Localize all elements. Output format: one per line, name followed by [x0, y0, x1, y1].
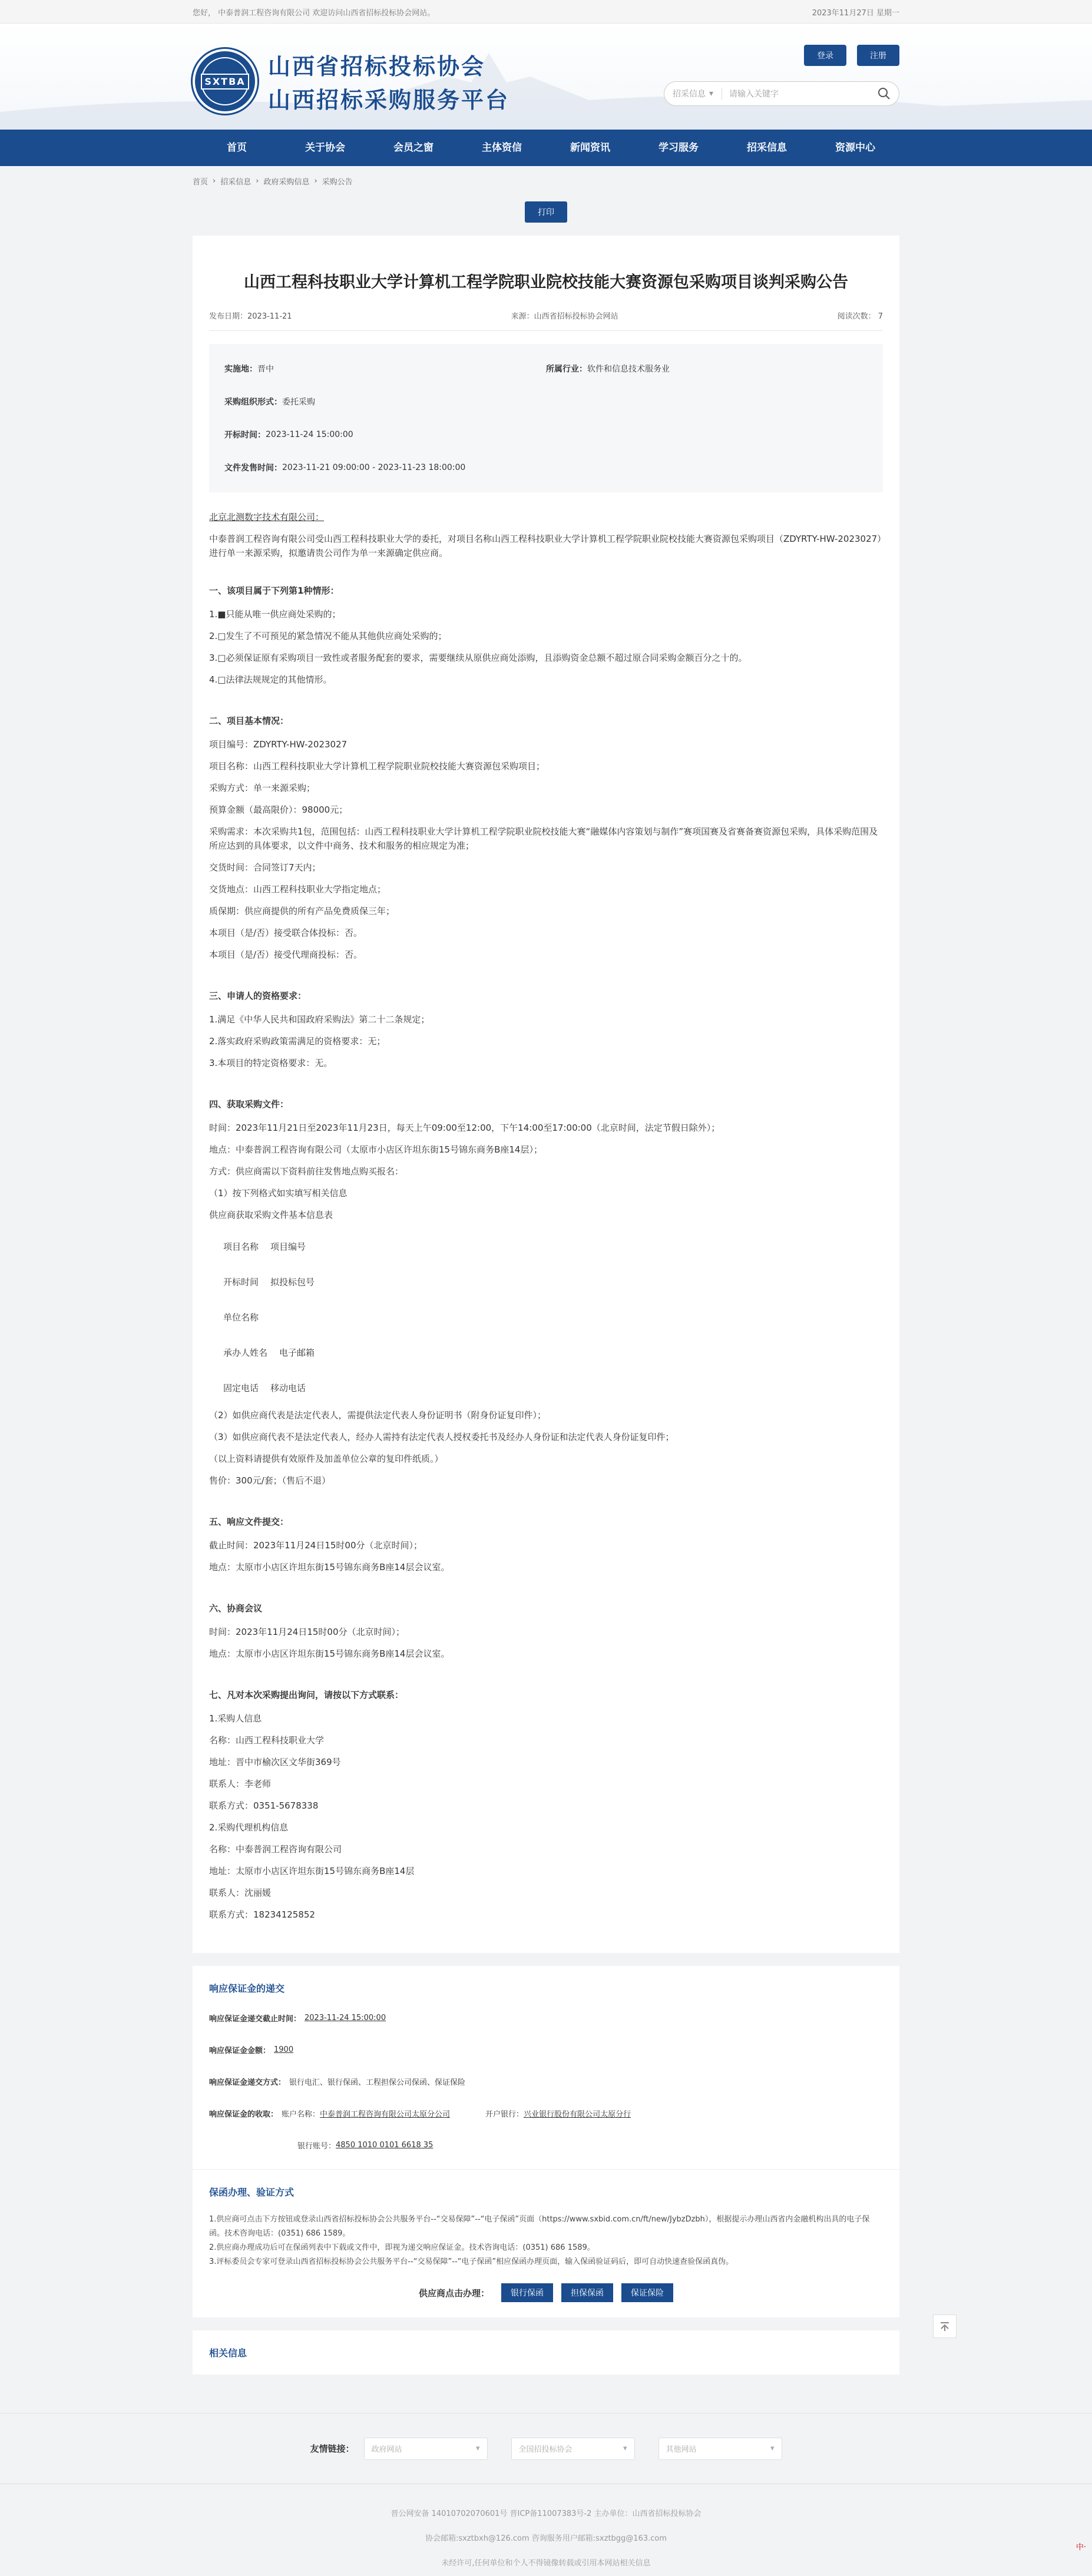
view-count: 阅读次数： 7 [837, 312, 883, 321]
article-meta [209, 310, 883, 331]
nav-home[interactable]: 首页 [227, 142, 247, 154]
bond-section: 响应保证金的递交 响应保证金递交截止时间： 2023-11-24 15:00:00 响应保证金金额： 1900 响应保证金递交方式： 银行电汇、银行保函、工程担保公司保函、保证保险 响应保证金的收取： 账户名称： 中泰普润工程咨询有限公司太原分公司 开户银行： 兴业银行股份有限公司太原分行 银行账号： 4850 1010 0101 6618 35 [193, 1966, 899, 2169]
account-name: 中泰普润工程咨询有限公司太原分公司 [320, 2110, 451, 2119]
impl-location: 晋中 [257, 365, 274, 374]
site-footer [0, 2484, 1092, 2576]
links-dropdown-gov[interactable]: 政府网站 ▾ [364, 2438, 488, 2460]
nav-procurement[interactable]: 招采信息 [747, 142, 787, 154]
ime-indicator: 中· [1076, 2543, 1086, 2552]
beian-info: 晋公网安备 14010702070601号 晋ICP备11007383号-2 主办单位：山西省招标投标协会 [391, 2509, 701, 2518]
bank-guarantee-button[interactable]: 银行保函 [501, 2283, 553, 2302]
open-time: 2023-11-24 15:00:00 [266, 430, 353, 439]
bond-deadline: 2023-11-24 15:00:00 [305, 2013, 386, 2022]
doc-sale-time: 2023-11-21 09:00:00 - 2023-11-23 18:00:00 [282, 463, 466, 472]
login-button[interactable]: 登录 [804, 45, 846, 66]
links-dropdown-assoc[interactable]: 全国招投标协会 ▾ [511, 2438, 635, 2460]
register-button[interactable]: 注册 [857, 45, 899, 66]
breadcrumb: 首页 › 招采信息 › 政府采购信息 › 采购公告 [193, 176, 353, 187]
guarantee-section: 保函办理、验证方式 1.供应商可点击下方按钮或登录山西省招标投标协会公共服务平台--“交易保障”--“电子保函”页面（https://www.sxbid.com.cn/ft/new/JybzDzbh），根据提示办理山西省内金融机构出具的电子保函。技术咨询电话：(0351) 686 1589。 2.供应商办理成功后可在保函列表中下载或文件中，即视为递交响应保证金。技术咨询电话：(0351) 686 1589。 3.评标委员会专家可登录山西省招标投标协会公共服务平台--“交易保障”--“电子保函”相应保函办理页面，输入保函验证码后，即可自动快速查验保函真伪。 供应商点击办理： 银行保函 担保保函 保证保险 [193, 2169, 899, 2317]
guarantee-title: 保函办理、验证方式 [209, 2187, 294, 2198]
copyright: 未经许可,任何单位和个人不得镜像转载或引用本网站相关信息 [441, 2559, 651, 2568]
bond-title: 响应保证金的递交 [209, 1983, 285, 1994]
nav-members[interactable]: 会员之窗 [393, 142, 434, 154]
friend-links: 友情链接： 政府网站 ▾ 全国招投标协会 ▾ 其他网站 ▾ [0, 2413, 1092, 2484]
project-info-box: 实施地： 晋中 所属行业： 软件和信息技术服务业 采购组织形式： 委托采购 开标时间： 2023-11-24 15:00:00 文件发售时间： 2023-11-21 09:00:00 - 2023-11-23 18:00:00 [209, 344, 883, 492]
search-input[interactable]: 请输入关键字 [729, 90, 779, 99]
page-title: 山西工程科技职业大学计算机工程学院职业院校技能大赛资源包采购项目谈判采购公告 [244, 273, 848, 292]
site-header [0, 24, 1092, 130]
breadcrumb-home[interactable]: 首页 [193, 177, 209, 187]
back-to-top-button[interactable] [933, 2315, 957, 2338]
links-dropdown-other[interactable]: 其他网站 ▾ [658, 2438, 782, 2460]
account-number: 4850 1010 0101 6618 35 [336, 2140, 434, 2150]
bond-method: 银行电汇、银行保函、工程担保公司保函、保证保险 [289, 2078, 466, 2087]
publish-date: 发布日期：2023-11-21 [209, 312, 292, 321]
bank-name: 兴业银行股份有限公司太原分行 [524, 2110, 631, 2119]
chevron-down-icon: ▾ [770, 2444, 775, 2453]
insurance-button[interactable]: 保证保险 [621, 2283, 673, 2302]
surety-guarantee-button[interactable]: 担保保函 [561, 2283, 613, 2302]
top-bar [0, 0, 1092, 24]
industry: 软件和信息技术服务业 [587, 365, 670, 374]
logo-line-1: 山西省招标投标协会 [268, 54, 486, 80]
breadcrumb-gov[interactable]: 政府采购信息 [263, 177, 310, 187]
search-scope-select[interactable]: 招采信息 ▾ [673, 88, 722, 100]
related-section [193, 2330, 899, 2375]
article-source: 来源：山西省招标投标协会网站 [511, 312, 618, 321]
print-button[interactable]: 打印 [525, 201, 567, 223]
chevron-down-icon: ▾ [709, 89, 714, 98]
breadcrumb-notice[interactable]: 采购公告 [322, 177, 353, 187]
greeting: 您好， 中泰普润工程咨询有限公司 欢迎访问山西省招标投标协会网站。 [193, 8, 435, 18]
nav-news[interactable]: 新闻资讯 [570, 142, 610, 154]
bond-amount: 1900 [274, 2045, 294, 2054]
nav-learning[interactable]: 学习服务 [658, 142, 699, 154]
contact-emails: 协会邮箱:sxztbxh@126.com 咨询服务用户邮箱:sxztbgg@163.com [425, 2534, 667, 2543]
search-box[interactable] [664, 81, 899, 106]
arrow-up-icon [939, 2320, 951, 2332]
chevron-down-icon: ▾ [475, 2444, 480, 2453]
nav-credit[interactable]: 主体资信 [482, 142, 522, 154]
chevron-down-icon: ▾ [623, 2444, 627, 2453]
nav-resources[interactable]: 资源中心 [835, 142, 875, 154]
logo-line-2: 山西招标采购服务平台 [268, 87, 510, 113]
org-form: 委托采购 [282, 398, 315, 407]
main-nav [0, 130, 1092, 166]
current-date: 2023年11月27日 星期一 [812, 8, 899, 18]
related-title: 相关信息 [209, 2347, 247, 2359]
breadcrumb-procurement[interactable]: 招采信息 [220, 177, 252, 187]
site-logo[interactable] [193, 48, 509, 114]
article-body: 北京北测数字技术有限公司： 中泰普润工程咨询有限公司受山西工程科技职业大学的委托，对项目名称山西工程科技职业大学计算机工程学院职业院校技能大赛资源包采购项目（ZDYRTY-HW-2023027）进行单一来源采购，拟邀请贵公司作为单一来源确定供应商。 一、该项目属于下列第1种情形： 1.■只能从唯一供应商处采购的； 2.□发生了不可预见的紧急情况不能从其他供应商处采购的； 3.□必须保证原有采购项目一致性或者服务配套的要求，需要继续从原供应商处添购，且添购资金总额不超过原合同采购金额百分之十的。 4.□法律法规规定的其他情形。 二、项目基本情况： 项目编号：ZDYRTY-HW-2023027 项目名称：山西工程科技职业大学计算机工程学院职业院校技能大赛资源包采购项目； 采购方式：单一来源采购； 预算金额（最高限价）：98000元； 采购需求：本次采购共1包，范围包括：山西工程科技职业大学计算机工程学院职业院校技能大赛“融媒体内容策划与制作”赛项国赛及省赛备赛资源包采购，具体采购范围及所应达到的具体要求，以文件中商务、技术和服务的相应规定为准； 交货时间：合同签订7天内； 交货地点：山西工程科技职业大学指定地点； 质保期：供应商提供的所有产品免费质保三年； 本项目（是/否）接受联合体投标：否。 本项目（是/否）接受代理商投标：否。 三、申请人的资格要求： 1.满足《中华人民共和国政府采购法》第二十二条规定； 2.落实政府采购政策需满足的资格要求：无； 3.本项目的特定资格要求：无。 四、获取采购文件： 时间：2023年11月21日至2023年11月23日，每天上午09:00至12:00，下午14:00至17:00:00（北京时间，法定节假日除外）； 地点：中泰普润工程咨询有限公司（太原市小店区许坦东街15号锦东商务B座14层）； 方式：供应商需以下资料前往发售地点购买报名： （1）按下列格式如实填写相关信息 供应商获取采购文件基本信息表 项目名称 项目编号 开标时间 拟投标包号 单位名称 承办人姓名 电子邮箱 固定电话 移动电话 （2）如供应商代表是法定代表人，需提供法定代表人身份证明书（附身份证复印件）； （3）如供应商代表不是法定代表人，经办人需持有法定代表人授权委托书及经办人身份证和法定代表人身份证复印件； （以上资料请提供有效原件及加盖单位公章的复印件纸质。） 售价：300元/套；（售后不退） 五、响应文件提交： 截止时间：2023年11月24日15时00分（北京时间）； 地点：太原市小店区许坦东街15号锦东商务B座14层会议室。 六、协商会议 时间：2023年11月24日15时00分（北京时间）； 地点：太原市小店区许坦东街15号锦东商务B座14层会议室。 七、凡对本次采购提出询问，请按以下方式联系： 1.采购人信息 名称：山西工程科技职业大学 地址：晋中市榆次区文华街369号 联系人：李老师 联系方式：0351-5678338 2.采购代理机构信息 名称：中泰普润工程咨询有限公司 地址：太原市小店区许坦东街15号锦东商务B座14层 联系人：沈丽媛 联系方式：18234125852 [209, 512, 882, 1920]
association-seal-icon: SXTBA [193, 49, 257, 114]
article-card [193, 236, 899, 1953]
nav-about[interactable]: 关于协会 [305, 142, 345, 154]
search-icon[interactable] [878, 87, 891, 100]
